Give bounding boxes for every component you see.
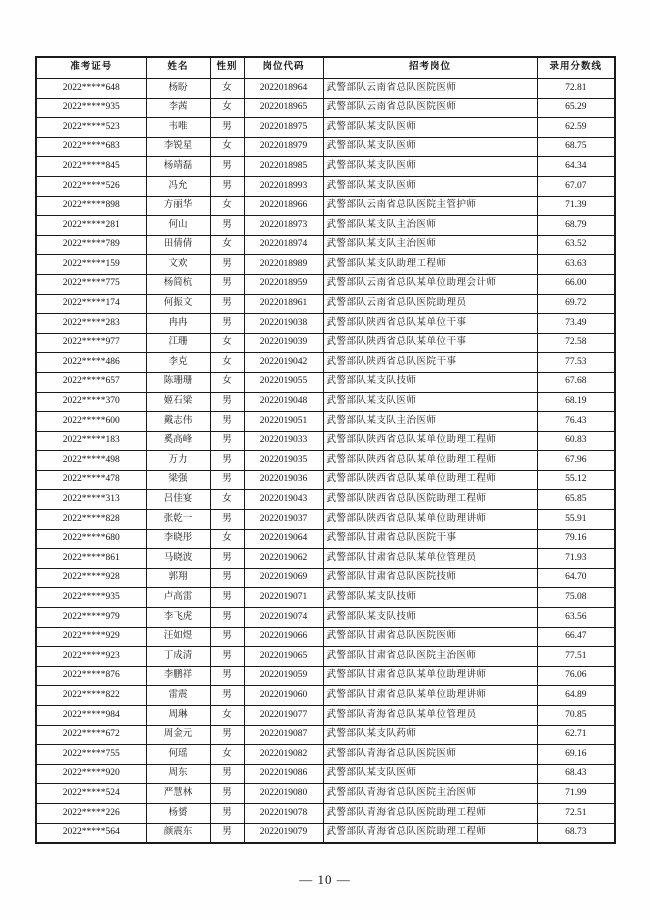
table-row: [36, 451, 615, 471]
table-cell-score-line: 72.51: [537, 803, 615, 823]
table-row: [36, 431, 615, 451]
table-cell-ticket-number: 2022*****920: [36, 764, 146, 784]
table-cell-ticket-number: 2022*****977: [36, 333, 146, 353]
table-cell-score-line: 67.68: [537, 372, 615, 392]
table-cell-gender: 男: [210, 549, 244, 569]
table-cell-name: 何振文: [146, 294, 210, 314]
col-header-score-line: 录用分数线: [537, 57, 615, 79]
table-cell-ticket-number: 2022*****283: [36, 314, 146, 334]
table-cell-ticket-number: 2022*****822: [36, 686, 146, 706]
table-cell-gender: 女: [210, 706, 244, 726]
table-cell-gender: 男: [210, 823, 244, 843]
table-cell-position-code: 2022019080: [244, 784, 323, 804]
table-cell-gender: 男: [210, 627, 244, 647]
table-cell-position-title: 武警部队云南省总队某单位助理会计师: [323, 274, 537, 294]
table-cell-name: 奚高峰: [146, 431, 210, 451]
table-cell-gender: 女: [210, 98, 244, 118]
table-cell-ticket-number: 2022*****929: [36, 627, 146, 647]
table-cell-position-code: 2022019042: [244, 353, 323, 373]
table-cell-gender: 男: [210, 392, 244, 412]
table-row: [36, 510, 615, 530]
table-row: [36, 372, 615, 392]
table-cell-position-title: 武警部队陕西省总队某单位干事: [323, 333, 537, 353]
table-row: [36, 764, 615, 784]
table-cell-position-code: 2022018985: [244, 157, 323, 177]
table-cell-name: 杨赟: [146, 803, 210, 823]
table-cell-name: 李晓彤: [146, 529, 210, 549]
table-cell-gender: 男: [210, 608, 244, 628]
table-cell-gender: 男: [210, 451, 244, 471]
table-cell-ticket-number: 2022*****648: [36, 79, 146, 99]
table-cell-ticket-number: 2022*****935: [36, 98, 146, 118]
table-cell-name: 丁成清: [146, 647, 210, 667]
table-cell-score-line: 68.19: [537, 392, 615, 412]
table-cell-name: 李克: [146, 353, 210, 373]
table-cell-gender: 男: [210, 431, 244, 451]
table-cell-position-code: 2022019069: [244, 568, 323, 588]
table-cell-name: 杨简杭: [146, 274, 210, 294]
table-cell-position-title: 武警部队云南省总队医院医师: [323, 79, 537, 99]
table-cell-score-line: 67.07: [537, 176, 615, 196]
table-cell-position-title: 武警部队陕西省总队某单位干事: [323, 314, 537, 334]
table-row: [36, 745, 615, 765]
table-cell-gender: 男: [210, 274, 244, 294]
table-cell-position-title: 武警部队陕西省总队某单位助理工程师: [323, 451, 537, 471]
table-cell-ticket-number: 2022*****935: [36, 588, 146, 608]
table-cell-position-code: 2022019060: [244, 686, 323, 706]
table-cell-position-code: 2022019033: [244, 431, 323, 451]
table-cell-position-title: 武警部队青海省总队某单位管理员: [323, 706, 537, 726]
table-cell-name: 李鹏祥: [146, 666, 210, 686]
col-header-position-title: 招考岗位: [323, 57, 537, 79]
table-row: [36, 588, 615, 608]
table-cell-name: 何山: [146, 216, 210, 236]
table-cell-position-title: 武警部队青海省总队医院主治医师: [323, 784, 537, 804]
table-cell-position-title: 武警部队甘肃省总队某单位管理员: [323, 549, 537, 569]
table-cell-score-line: 66.00: [537, 274, 615, 294]
table-cell-position-title: 武警部队云南省总队医院医师: [323, 98, 537, 118]
table-cell-gender: 男: [210, 510, 244, 530]
table-cell-name: 姬石梁: [146, 392, 210, 412]
table-row: [36, 725, 615, 745]
table-cell-position-code: 2022018975: [244, 118, 323, 138]
table-cell-gender: 男: [210, 176, 244, 196]
table-row: [36, 803, 615, 823]
table-cell-position-title: 武警部队陕西省总队某单位助理讲师: [323, 510, 537, 530]
table-cell-ticket-number: 2022*****600: [36, 412, 146, 432]
table-cell-ticket-number: 2022*****657: [36, 372, 146, 392]
table-cell-position-title: 武警部队青海省总队医院助理工程师: [323, 823, 537, 843]
table-cell-name: 文欢: [146, 255, 210, 275]
table-cell-position-code: 2022019064: [244, 529, 323, 549]
table-cell-position-title: 武警部队陕西省总队医院干事: [323, 353, 537, 373]
table-row: [36, 118, 615, 138]
table-cell-position-code: 2022018993: [244, 176, 323, 196]
table-body: [36, 79, 615, 844]
table-cell-name: 万力: [146, 451, 210, 471]
table-cell-score-line: 62.71: [537, 725, 615, 745]
table-cell-score-line: 71.39: [537, 196, 615, 216]
table-cell-score-line: 68.79: [537, 216, 615, 236]
table-cell-position-title: 武警部队某支队助理工程师: [323, 255, 537, 275]
table-cell-ticket-number: 2022*****183: [36, 431, 146, 451]
table-cell-ticket-number: 2022*****281: [36, 216, 146, 236]
table-cell-name: 冉冉: [146, 314, 210, 334]
table-cell-gender: 女: [210, 353, 244, 373]
table-cell-score-line: 67.96: [537, 451, 615, 471]
table-cell-position-code: 2022019051: [244, 412, 323, 432]
table-cell-ticket-number: 2022*****564: [36, 823, 146, 843]
table-cell-gender: 男: [210, 568, 244, 588]
table-cell-position-title: 武警部队某支队药师: [323, 725, 537, 745]
table-cell-ticket-number: 2022*****680: [36, 529, 146, 549]
table-cell-score-line: 68.75: [537, 137, 615, 157]
table-cell-gender: 男: [210, 216, 244, 236]
table-cell-gender: 女: [210, 529, 244, 549]
col-header-name: 姓名: [146, 57, 210, 79]
table-cell-ticket-number: 2022*****478: [36, 470, 146, 490]
table-cell-position-code: 2022019066: [244, 627, 323, 647]
table-cell-score-line: 63.63: [537, 255, 615, 275]
table-cell-position-title: 武警部队陕西省总队某单位助理工程师: [323, 470, 537, 490]
table-cell-score-line: 71.99: [537, 784, 615, 804]
table-cell-gender: 女: [210, 372, 244, 392]
table-row: [36, 392, 615, 412]
table-cell-score-line: 76.43: [537, 412, 615, 432]
table-cell-position-code: 2022019079: [244, 823, 323, 843]
table-cell-position-code: 2022019062: [244, 549, 323, 569]
table-cell-ticket-number: 2022*****174: [36, 294, 146, 314]
table-cell-gender: 男: [210, 118, 244, 138]
table-row: [36, 353, 615, 373]
table-cell-gender: 女: [210, 137, 244, 157]
table-cell-score-line: 79.16: [537, 529, 615, 549]
table-cell-gender: 男: [210, 255, 244, 275]
table-cell-score-line: 71.93: [537, 549, 615, 569]
table-row: [36, 157, 615, 177]
table-cell-ticket-number: 2022*****226: [36, 803, 146, 823]
table-cell-position-code: 2022019071: [244, 588, 323, 608]
table-cell-score-line: 64.70: [537, 568, 615, 588]
table-cell-gender: 男: [210, 314, 244, 334]
table-cell-ticket-number: 2022*****486: [36, 353, 146, 373]
table-cell-ticket-number: 2022*****526: [36, 176, 146, 196]
table-cell-name: 严慧林: [146, 784, 210, 804]
table-row: [36, 784, 615, 804]
table-cell-position-title: 武警部队甘肃省总队某单位助理讲师: [323, 686, 537, 706]
table-row: [36, 255, 615, 275]
table-cell-gender: 女: [210, 79, 244, 99]
table-cell-position-title: 武警部队某支队技师: [323, 608, 537, 628]
table-cell-position-code: 2022019078: [244, 803, 323, 823]
table-cell-position-code: 2022019059: [244, 666, 323, 686]
table-cell-position-title: 武警部队陕西省总队某单位助理工程师: [323, 431, 537, 451]
table-cell-name: 李茜: [146, 98, 210, 118]
table-cell-position-title: 武警部队甘肃省总队医院主治医师: [323, 647, 537, 667]
table-cell-position-title: 武警部队甘肃省总队某单位助理讲师: [323, 666, 537, 686]
table-cell-name: 周金元: [146, 725, 210, 745]
table-cell-position-code: 2022019087: [244, 725, 323, 745]
table-cell-position-title: 武警部队甘肃省总队医院医师: [323, 627, 537, 647]
table-cell-gender: 女: [210, 490, 244, 510]
table-cell-position-code: 2022019035: [244, 451, 323, 471]
table-cell-name: 周琳: [146, 706, 210, 726]
table-row: [36, 529, 615, 549]
table-cell-ticket-number: 2022*****370: [36, 392, 146, 412]
table-cell-score-line: 68.73: [537, 823, 615, 843]
table-cell-name: 杨靖磊: [146, 157, 210, 177]
table-cell-ticket-number: 2022*****898: [36, 196, 146, 216]
table-cell-score-line: 75.08: [537, 588, 615, 608]
table-cell-position-title: 武警部队某支队医师: [323, 392, 537, 412]
table-cell-gender: 男: [210, 764, 244, 784]
table-row: [36, 216, 615, 236]
table-row: [36, 79, 615, 99]
table-cell-name: 江珊: [146, 333, 210, 353]
table-cell-ticket-number: 2022*****828: [36, 510, 146, 530]
table-cell-gender: 女: [210, 333, 244, 353]
table-cell-position-title: 武警部队陕西省总队医院助理工程师: [323, 490, 537, 510]
table-cell-position-code: 2022019036: [244, 470, 323, 490]
table-row: [36, 647, 615, 667]
table-cell-score-line: 70.85: [537, 706, 615, 726]
table-row: [36, 137, 615, 157]
table-cell-position-title: 武警部队某支队医师: [323, 176, 537, 196]
table-cell-score-line: 63.52: [537, 235, 615, 255]
table-row: [36, 666, 615, 686]
table-cell-name: 冯允: [146, 176, 210, 196]
table-cell-position-title: 武警部队云南省总队医院主管护师: [323, 196, 537, 216]
table-cell-position-code: 2022019082: [244, 745, 323, 765]
table-cell-ticket-number: 2022*****984: [36, 706, 146, 726]
table-cell-position-code: 2022018964: [244, 79, 323, 99]
table-cell-ticket-number: 2022*****524: [36, 784, 146, 804]
table-cell-gender: 男: [210, 666, 244, 686]
table-cell-score-line: 72.81: [537, 79, 615, 99]
table-cell-position-title: 武警部队某支队医师: [323, 764, 537, 784]
table-cell-ticket-number: 2022*****313: [36, 490, 146, 510]
table-cell-score-line: 64.34: [537, 157, 615, 177]
table-cell-gender: 男: [210, 294, 244, 314]
table-row: [36, 274, 615, 294]
table-cell-position-code: 2022019038: [244, 314, 323, 334]
table-cell-name: 李锐星: [146, 137, 210, 157]
table-cell-ticket-number: 2022*****159: [36, 255, 146, 275]
table-cell-ticket-number: 2022*****923: [36, 647, 146, 667]
table-row: [36, 196, 615, 216]
table-cell-position-title: 武警部队青海省总队医院助理工程师: [323, 803, 537, 823]
table-row: [36, 686, 615, 706]
table-row: [36, 823, 615, 843]
table-cell-name: 方丽华: [146, 196, 210, 216]
table-cell-ticket-number: 2022*****755: [36, 745, 146, 765]
table-row: [36, 470, 615, 490]
table-cell-position-title: 武警部队某支队医师: [323, 118, 537, 138]
table-row: [36, 627, 615, 647]
table-cell-ticket-number: 2022*****928: [36, 568, 146, 588]
table-row: [36, 568, 615, 588]
page-number: — 10 —: [299, 872, 351, 887]
table-cell-gender: 男: [210, 470, 244, 490]
table-cell-position-title: 武警部队青海省总队医院医师: [323, 745, 537, 765]
table-cell-ticket-number: 2022*****876: [36, 666, 146, 686]
table-cell-score-line: 60.83: [537, 431, 615, 451]
table-cell-position-code: 2022019048: [244, 392, 323, 412]
table-cell-ticket-number: 2022*****845: [36, 157, 146, 177]
table-cell-position-code: 2022018965: [244, 98, 323, 118]
table-cell-position-title: 武警部队甘肃省总队医院技师: [323, 568, 537, 588]
table-cell-position-code: 2022019043: [244, 490, 323, 510]
table-cell-score-line: 72.58: [537, 333, 615, 353]
table-cell-position-code: 2022019037: [244, 510, 323, 530]
table-cell-ticket-number: 2022*****861: [36, 549, 146, 569]
table-cell-name: 陈珊珊: [146, 372, 210, 392]
table-cell-position-code: 2022019074: [244, 608, 323, 628]
table-cell-ticket-number: 2022*****775: [36, 274, 146, 294]
table-cell-position-code: 2022018989: [244, 255, 323, 275]
table-cell-gender: 男: [210, 412, 244, 432]
table-row: [36, 706, 615, 726]
table-cell-gender: 女: [210, 196, 244, 216]
table-cell-ticket-number: 2022*****498: [36, 451, 146, 471]
table-cell-score-line: 65.29: [537, 98, 615, 118]
table-cell-score-line: 68.43: [537, 764, 615, 784]
admission-score-table: [35, 56, 616, 844]
table-cell-gender: 男: [210, 647, 244, 667]
table-cell-position-title: 武警部队某支队主治医师: [323, 216, 537, 236]
table-cell-score-line: 76.06: [537, 666, 615, 686]
table-cell-gender: 男: [210, 157, 244, 177]
table-cell-score-line: 77.51: [537, 647, 615, 667]
table-cell-position-code: 2022019077: [244, 706, 323, 726]
table-cell-ticket-number: 2022*****789: [36, 235, 146, 255]
table-cell-position-code: 2022018979: [244, 137, 323, 157]
table-cell-position-title: 武警部队某支队主治医师: [323, 412, 537, 432]
table-cell-name: 杨盼: [146, 79, 210, 99]
table-cell-position-code: 2022018961: [244, 294, 323, 314]
table-cell-position-code: 2022018966: [244, 196, 323, 216]
table-cell-name: 卢高雷: [146, 588, 210, 608]
table-cell-position-title: 武警部队甘肃省总队医院干事: [323, 529, 537, 549]
table-cell-name: 戴志伟: [146, 412, 210, 432]
table-cell-position-title: 武警部队云南省总队医院助理员: [323, 294, 537, 314]
table-cell-gender: 男: [210, 686, 244, 706]
table-row: [36, 176, 615, 196]
table-cell-position-code: 2022019065: [244, 647, 323, 667]
table-row: [36, 333, 615, 353]
table-cell-score-line: 55.12: [537, 470, 615, 490]
table-row: [36, 549, 615, 569]
table-cell-name: 李飞虎: [146, 608, 210, 628]
table-cell-position-title: 武警部队某支队医师: [323, 157, 537, 177]
table-cell-score-line: 62.59: [537, 118, 615, 138]
table-row: [36, 98, 615, 118]
table-cell-score-line: 69.16: [537, 745, 615, 765]
table-cell-gender: 男: [210, 803, 244, 823]
table-row: [36, 608, 615, 628]
table-cell-position-title: 武警部队某支队医师: [323, 137, 537, 157]
col-header-position-code: 岗位代码: [244, 57, 323, 79]
table-cell-position-title: 武警部队某支队主治医师: [323, 235, 537, 255]
table-cell-name: 马晓波: [146, 549, 210, 569]
table-cell-name: 吕佳宴: [146, 490, 210, 510]
table-cell-ticket-number: 2022*****683: [36, 137, 146, 157]
table-cell-score-line: 55.91: [537, 510, 615, 530]
table-cell-position-title: 武警部队某支队技师: [323, 372, 537, 392]
table-row: [36, 412, 615, 432]
table-cell-position-code: 2022019055: [244, 372, 323, 392]
table-row: [36, 314, 615, 334]
table-cell-ticket-number: 2022*****672: [36, 725, 146, 745]
table-cell-gender: 男: [210, 725, 244, 745]
table-cell-ticket-number: 2022*****523: [36, 118, 146, 138]
table-cell-name: 何瑶: [146, 745, 210, 765]
table-cell-score-line: 66.47: [537, 627, 615, 647]
table-cell-name: 郭翔: [146, 568, 210, 588]
table-cell-score-line: 77.53: [537, 353, 615, 373]
table-cell-ticket-number: 2022*****979: [36, 608, 146, 628]
table-cell-position-code: 2022019039: [244, 333, 323, 353]
table-cell-score-line: 63.56: [537, 608, 615, 628]
table-cell-name: 汪如煜: [146, 627, 210, 647]
table-cell-gender: 男: [210, 784, 244, 804]
table-cell-name: 张乾一: [146, 510, 210, 530]
table-cell-position-title: 武警部队某支队技师: [323, 588, 537, 608]
table-cell-position-code: 2022019086: [244, 764, 323, 784]
table-row: [36, 294, 615, 314]
table-row: [36, 490, 615, 510]
table-header-row: [36, 57, 615, 79]
table-cell-position-code: 2022018959: [244, 274, 323, 294]
table-cell-name: 韦唯: [146, 118, 210, 138]
table-cell-gender: 女: [210, 235, 244, 255]
table-cell-name: 周东: [146, 764, 210, 784]
table-row: [36, 235, 615, 255]
table-cell-name: 梁强: [146, 470, 210, 490]
table-cell-score-line: 69.72: [537, 294, 615, 314]
table-cell-position-code: 2022018973: [244, 216, 323, 236]
table-cell-name: 雷震: [146, 686, 210, 706]
table-cell-position-code: 2022018974: [244, 235, 323, 255]
col-header-ticket-number: 准考证号: [36, 57, 146, 79]
table-cell-name: 颜震东: [146, 823, 210, 843]
table-cell-score-line: 65.85: [537, 490, 615, 510]
table-cell-name: 田倩倩: [146, 235, 210, 255]
table-cell-gender: 女: [210, 745, 244, 765]
table-cell-gender: 男: [210, 588, 244, 608]
table-cell-score-line: 64.89: [537, 686, 615, 706]
table-cell-score-line: 73.49: [537, 314, 615, 334]
col-header-gender: 性别: [210, 57, 244, 79]
